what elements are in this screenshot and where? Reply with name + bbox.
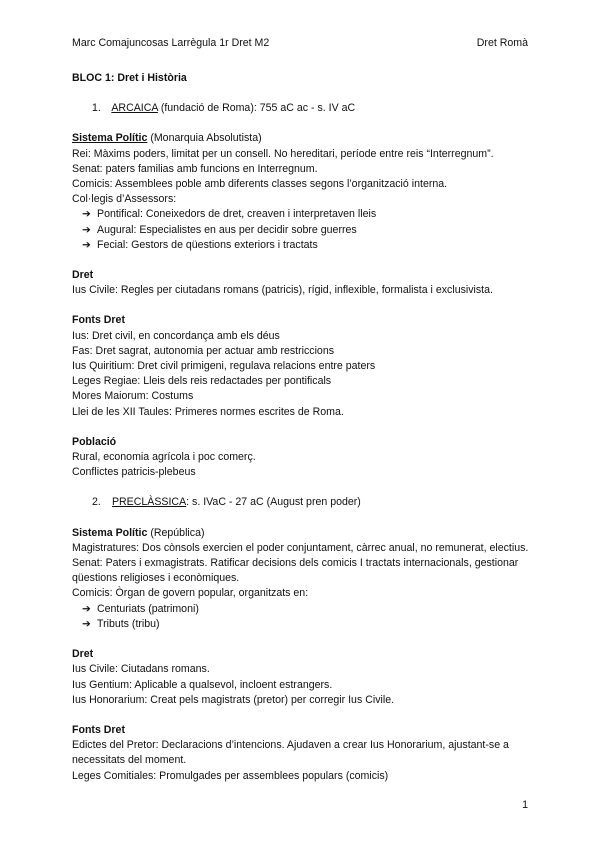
paragraph-line: Rural, economia agrícola i poc comerç.: [72, 451, 256, 464]
paragraph-line: Senat: paters familias amb funcions en Interregnum.: [72, 162, 318, 175]
paragraph-line: Edictes del Pretor: Declaracions d’intencions. Ajudaven a crear Ius Honorarium, ajustant-se a necessitats del moment.: [72, 739, 509, 767]
bullet-item: [82, 207, 532, 222]
paragraph-line: Fas: Dret sagrat, autonomia per actuar amb restriccions: [72, 344, 335, 357]
bullet-text: Tributs (tribu): [97, 617, 160, 630]
section-detail: (fundació de Roma): 755 aC ac - s. IV aC: [157, 102, 356, 115]
paragraph-line: Senat: Paters i exmagistrats. Ratificar decisions dels comicis I tractats internacionals, gestionar qüestions religioses i econòmiques.: [72, 557, 519, 585]
bullet-item: [82, 238, 532, 253]
paragraph-line: Ius Gentium: Aplicable a qualsevol, incloent estrangers.: [72, 678, 333, 691]
paragraph-line: Conflictes patricis-plebeus: [72, 466, 196, 479]
paragraph-line: Mores Maiorum: Costums: [72, 390, 194, 403]
subsection-subtitle: (Monarquia Absolutista): [147, 132, 262, 145]
page-header: [72, 37, 528, 51]
document-title: BLOC 1: Dret i Història: [72, 72, 187, 84]
section-detail: : s. IVaC - 27 aC (August pren poder): [186, 496, 361, 509]
paragraph-line: Leges Regiae: Lleis dels reis redactades per pontificals: [72, 375, 332, 388]
bullet-item: [82, 223, 532, 238]
paragraph-line: Ius Honorarium: Creat pels magistrats (pretor) per corregir Ius Civile.: [72, 693, 395, 706]
subsection-heading: [72, 131, 532, 146]
bullet-text: Augural: Especialistes en aus per decidir sobre guerres: [97, 223, 357, 236]
paragraph-line: Col·legis d’Assessors:: [72, 193, 177, 206]
subsection-title: Població: [72, 435, 117, 448]
section-heading-arcaica: [92, 101, 532, 116]
subsection-heading: [72, 526, 532, 541]
section-name: PRECLÀSSICA: [111, 496, 187, 509]
paragraph-line: Ius Civile: Ciutadans romans.: [72, 663, 210, 676]
bullet-item: [82, 617, 532, 632]
spacer: [72, 480, 532, 495]
paragraph-line: Rei: Màxims poders, limitat per un consell. No hereditari, període entre reis “Interregnum”.: [72, 147, 494, 160]
header-subject: Dret Romà: [476, 37, 528, 49]
subsection-title: Sistema Polític: [72, 526, 148, 539]
section-name: ARCAICA: [111, 102, 158, 115]
paragraph-line: Comicis: Assemblees poble amb diferents classes segons l’organització interna.: [72, 178, 448, 191]
bullet-text: Centuriats (patrimoni): [97, 602, 199, 615]
subsection-subtitle: (República): [147, 526, 205, 539]
bullet-text: Fecial: Gestors de qüestions exteriors i tractats: [97, 238, 318, 251]
arrow-icon: ➔: [82, 617, 91, 630]
paragraph-line: Comicis: Òrgan de govern popular, organitzats en:: [72, 587, 309, 600]
paragraph-line: Ius Civile: Regles per ciutadans romans (patricis), rígid, inflexible, formalista i exclusivista.: [72, 284, 493, 297]
section-number: 2.: [92, 496, 101, 509]
paragraph-line: Ius: Dret civil, en concordança amb els déus: [72, 329, 280, 342]
bullet-list: [72, 602, 532, 632]
subsection-title: Dret: [72, 648, 94, 661]
paragraph-line: Magistratures: Dos cònsols exercien el poder conjuntament, càrrec anual, no remunerat, electius.: [72, 541, 529, 554]
bullet-item: [82, 602, 532, 617]
subsection-title: Dret: [72, 269, 94, 282]
arrow-icon: ➔: [82, 602, 91, 615]
subsection-title: Fonts Dret: [72, 723, 125, 736]
subsection-title: Fonts Dret: [72, 314, 125, 327]
bullet-text: Pontifical: Coneixedors de dret, creaven i interpretaven lleis: [97, 208, 377, 221]
page-number: 1: [522, 799, 528, 811]
header-author: Marc Comajuncosas Larrègula 1r Dret M2: [72, 37, 270, 49]
page-content: [72, 71, 532, 784]
arrow-icon: ➔: [82, 238, 91, 251]
arrow-icon: ➔: [82, 208, 91, 221]
subsection-title: Sistema Polític: [72, 132, 148, 145]
paragraph-line: Leges Comitiales: Promulgades per assemblees populars (comicis): [72, 769, 389, 782]
arrow-icon: ➔: [82, 223, 91, 236]
section-heading-preclassica: [92, 495, 532, 510]
paragraph-line: Ius Quiritium: Dret civil primigeni, regulava relacions entre paters: [72, 360, 376, 373]
section-number: 1.: [92, 102, 101, 115]
bullet-list: [72, 207, 532, 253]
paragraph-line: Llei de les XII Taules: Primeres normes escrites de Roma.: [72, 405, 344, 418]
